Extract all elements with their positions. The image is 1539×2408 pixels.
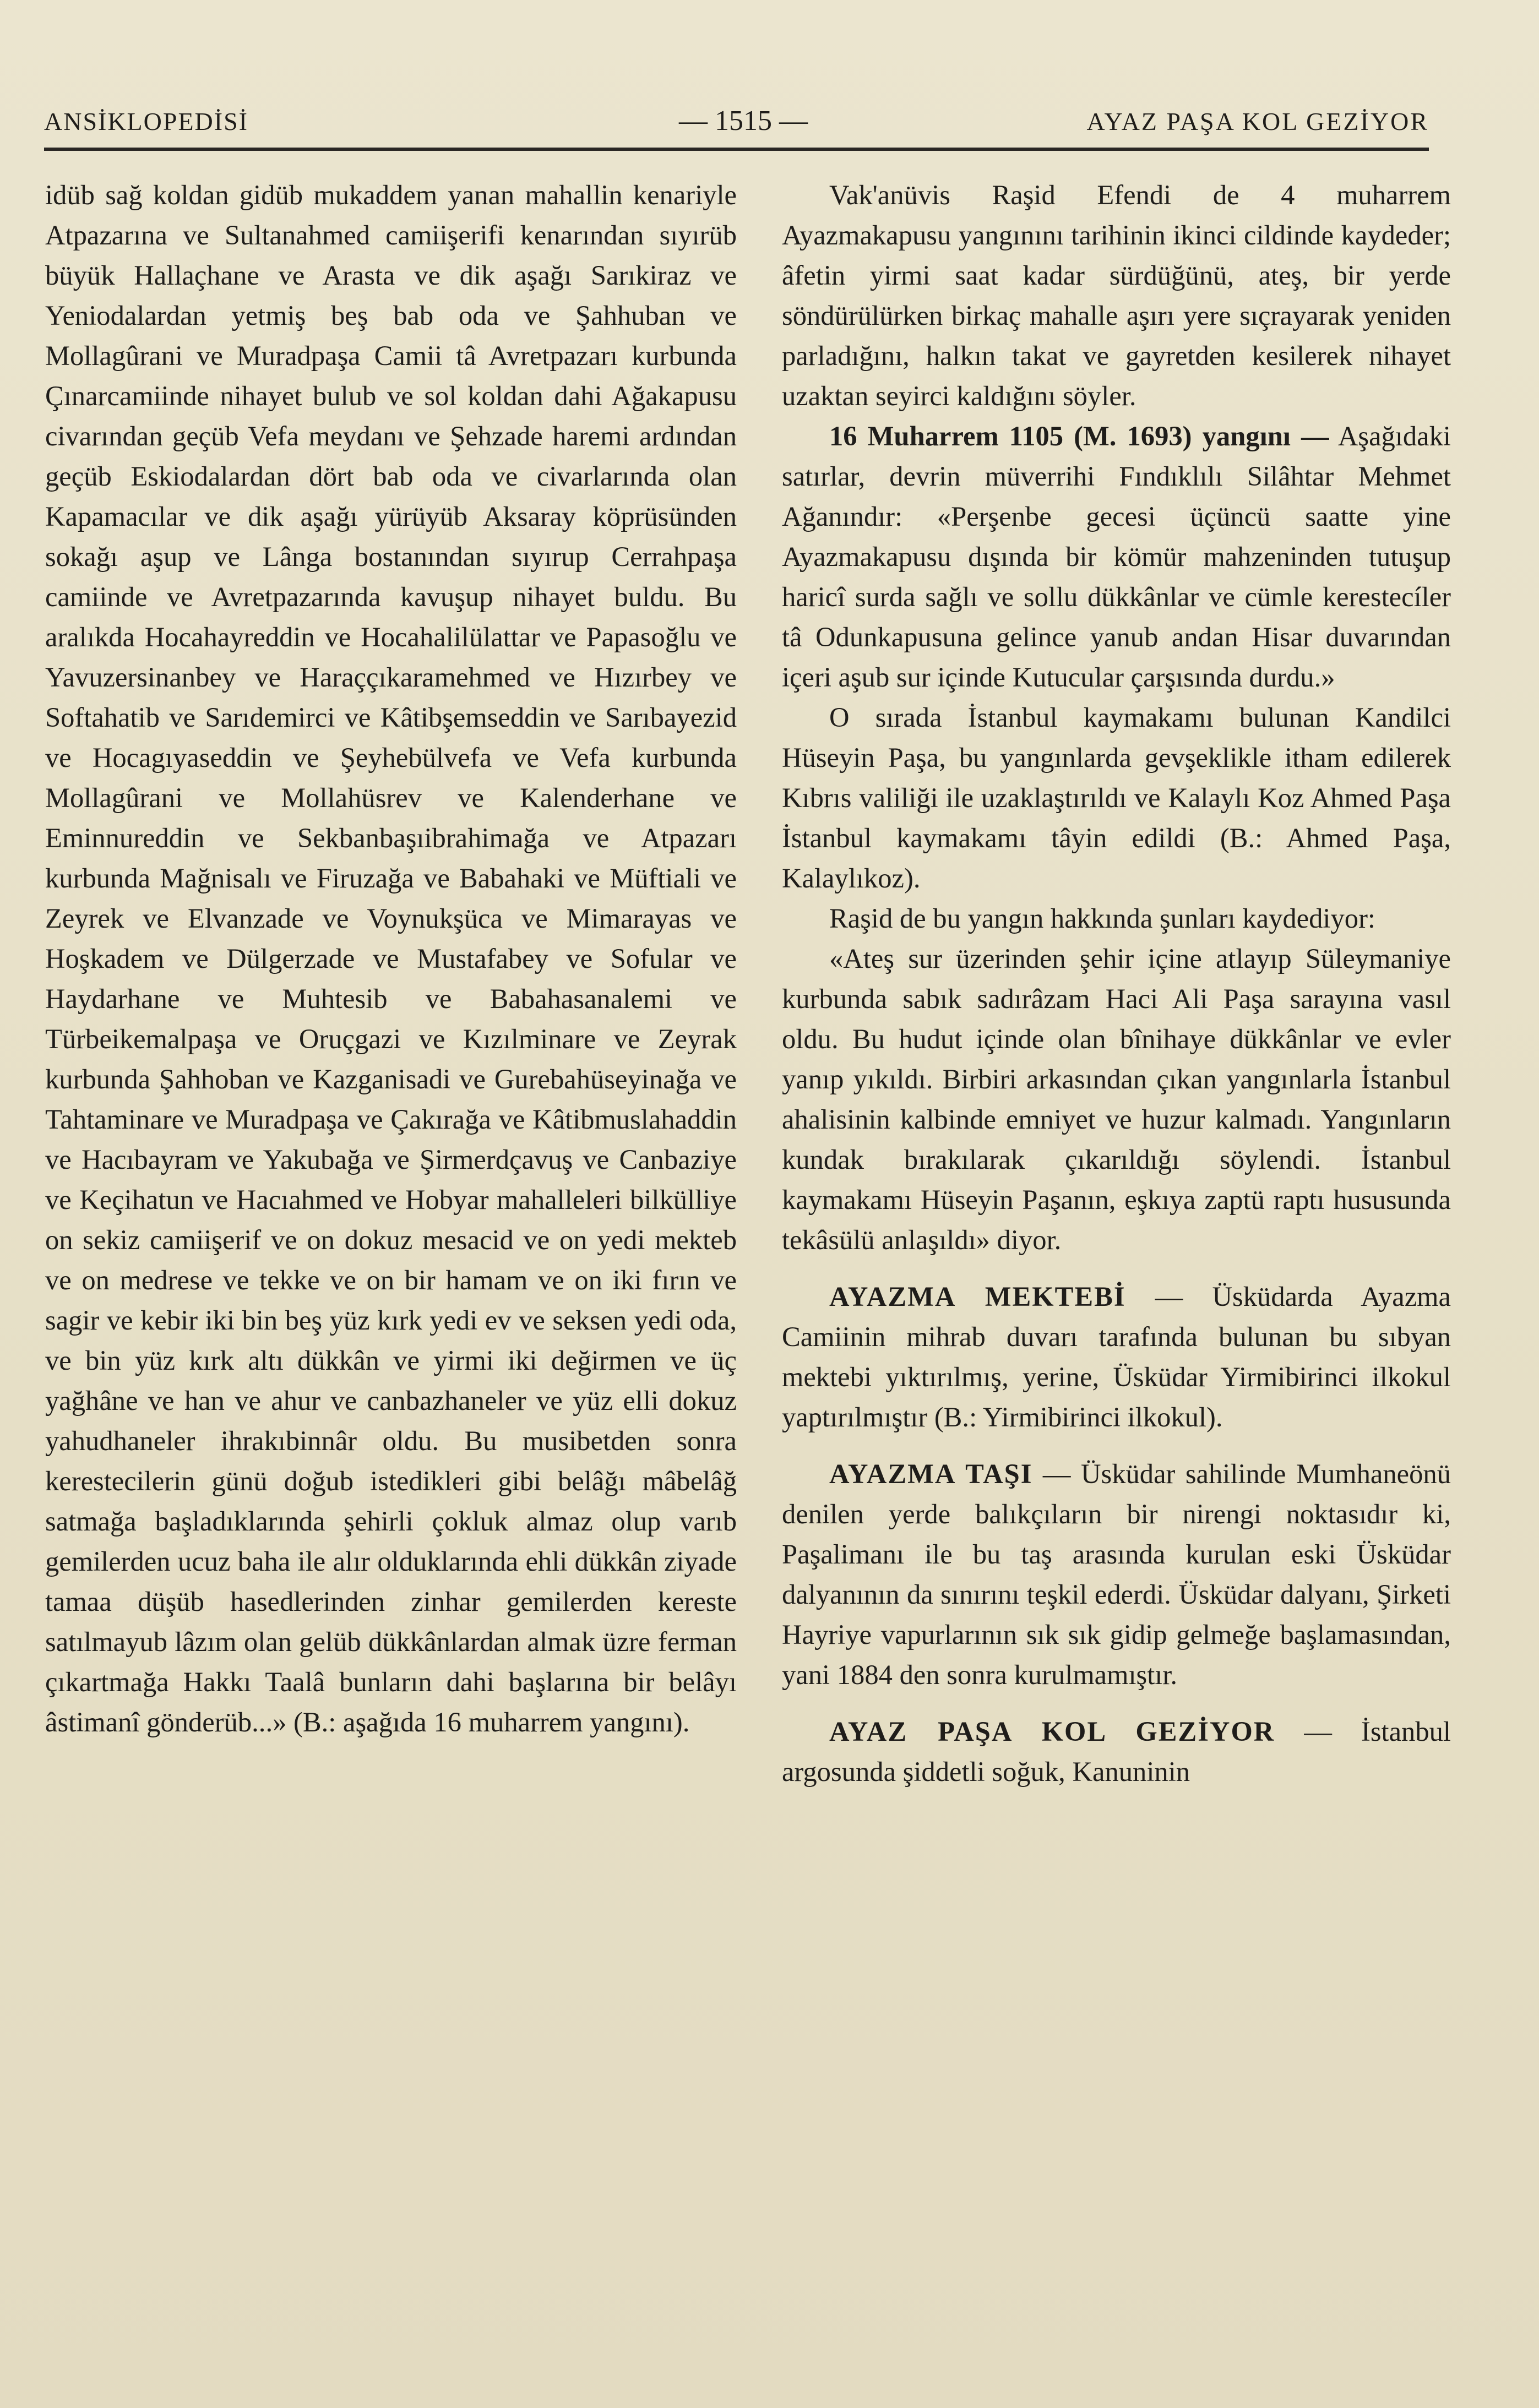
section-heading-16-muharrem: 16 Muharrem 1105 (M. 1693) yangını — [829,421,1329,451]
right-paragraph-6 [782,1277,1451,1437]
right-paragraph-7-text: — Üsküdar sahilinde Mumhaneönü denilen yerde balıkçıların bir nirengi noktasıdır ki, Paşalimanı ile bu taş arasında kurulan eski Üsküdar dalyanının da sınırını teşkil ederdi. Üsküdar dalyanı, Şirketi Hayriye vapurlarının sık sık gidip gelmeğe başlamasından, yani 1884 den sonra kurulmamıştır. [782,1458,1451,1690]
right-column [782,175,1451,1792]
right-paragraph-5: «Ateş sur üzerinden şehir içine atlayıp Süleymaniye kurbunda sabık sadırâzam Haci Ali Paşa sarayına vasıl oldu. Bu hudut içinde olan bînihaye dükkânlar ve evler yanıp yıkıldı. Birbiri arkasından çıkan yangınlarla İstanbul ahalisinin kalbinde emniyet ve huzur kalmadı. Yangınların kundak bırakılarak çıkarıldığı söylendi. İstanbul kaymakamı Hüseyin Paşanın, eşkıya zaptü raptı hususunda tekâsülü anlaşıldı» diyor. [782,943,1451,1255]
right-paragraph-2 [782,416,1451,698]
page-number: — 1515 — [679,105,808,137]
entry-heading-ayazma-tasi: AYAZMA TAŞI [829,1458,1033,1489]
header-rule [44,148,1429,151]
entry-heading-ayazma-mektebi: AYAZMA MEKTEBİ [829,1281,1126,1312]
left-paragraph-1: idüb sağ koldan gidüb mukaddem yanan mahallin kenariyle Atpazarına ve Sultanahmed camiişerifi kenarından sıyırüb büyük Hallaçhane ve Arasta ve dik aşağı Sarıkiraz ve Yeniodalardan yetmiş beş bab oda ve Şahhuban ve Mollagûrani ve Muradpaşa Camii tâ Avretpazarı kurbunda Çınarcamiinde nihayet bulub ve sol koldan dahi Ağakapusu civarından geçüb Vefa meydanı ve Şehzade haremi ardından geçüb Eskiodalardan dört bab oda ve civarlarında olan Kapamacılar ve dik aşağı yürüyüb Aksaray köprüsünden sokağı aşup ve Lânga bostanından sıyırup Cerrahpaşa camiinde ve Avretpazarında kavuşup nihayet buldu. Bu aralıkda Hocahayreddin ve Hocahalilülattar ve Papasoğlu ve Yavuzersinanbey ve Haraççıkaramehmed ve Hızırbey ve Softahatib ve Sarıdemirci ve Kâtibşemseddin ve Sarıbayezid ve Hocagıyaseddin ve Şeyhebülvefa ve Vefa kurbunda Mollagûrani ve Mollahüsrev ve Kalenderhane ve Eminnureddin ve Sekbanbaşıibrahimağa ve Atpazarı kurbunda Mağnisalı ve Firuzağa ve Babahaki ve Müftiali ve Zeyrek ve Elvanzade ve Voynukşüca ve Mimarayas ve Hoşkadem ve Dülgerzade ve Mustafabey ve Sofular ve Haydarhane ve Muhtesib ve Babahasanalemi ve Türbeikemalpaşa ve Oruçgazi ve Kızılminare ve Zeyrak kurbunda Şahhoban ve Kazganisadi ve Gurebahüseyinağa ve Tahtaminare ve Muradpaşa ve Çakırağa ve Kâtibmuslahaddin ve Hacıbayram ve Yakubağa ve Şirmerdçavuş ve Canbaziye ve Keçihatun ve Hacıahmed ve Hobyar mahalleleri bilkülliye on sekiz camiişerif ve on dokuz mesacid ve on yedi mekteb ve on medrese ve tekke ve on bir hamam ve on iki fırın ve sagir ve kebir iki bin beş yüz kırk yedi ev ve seksen yedi oda, ve bin yüz kırk altı dükkân ve yirmi iki değirmen ve üç yağhâne ve han ve ahur ve canbazhaneler ve yüz elli dokuz yahudhaneler ihrakıbinnâr oldu. Bu musibetden sonra kerestecilerin günü doğub istedikleri gibi belâğı mâbelâğ satmağa başladıklarında şehirli çokluk almaz olup varıb gemilerden ucuz baha ile alır olduklarında ehli dükkân ziyade tamaa düşüb hasedlerinden zinhar gemilerden kereste satılmayub lâzım olan gelüb dükkânlardan almak üzre ferman çıkartmağa Hakkı Taalâ bunların dahi başlarına bir belâyı âstimanî gönderüb...» (B.: aşağıda 16 muharrem yangını). [45,179,737,1737]
right-paragraph-2-text: Aşağıdaki satırlar, devrin müverrihi Fındıklılı Silâhtar Mehmet Ağanındır: «Perşenbe gecesi üçüncü saatte yine Ayazmakapusu dışında bir kömür mahzeninden tutuşup haricî surda sağlı ve sollu dükkânlar ve cümle kerestecíler tâ Odunkapusuna gelince yanub andan Hisar duvarından içeri aşub sur içinde Kutucular çarşısında durdu.» [782,421,1451,693]
right-paragraph-4: Raşid de bu yangın hakkında şunları kaydediyor: [829,903,1375,934]
header-left-title: ANSİKLOPEDİSİ [44,107,248,135]
header-right-title: AYAZ PAŞA KOL GEZİYOR [1086,107,1429,135]
entry-heading-ayaz-pasa-kol-geziyor: AYAZ PAŞA KOL GEZİYOR [829,1716,1275,1747]
right-paragraph-1: Vak'anüvis Raşid Efendi de 4 muharrem Ayazmakapusu yangınını tarihinin ikinci cildinde kaydeder; âfetin yirmi saat kadar sürdüğünü, ateş, bir yerde söndürülürken birkaç mahalle aşırı yere sıçrayarak yeniden parladığını, halkın takat ve gayretden kesilerek nihayet uzaktan seyirci kaldığını söyler. [782,179,1451,411]
right-paragraph-6-text: — Üsküdarda Ayazma Camiinin mihrab duvarı tarafında bulunan bu sıbyan mektebi yıktırılmış, yerine, Üsküdar Yirmibirinci ilkokul yaptırılmıştır (B.: Yirmibirinci ilkokul). [782,1281,1451,1432]
right-paragraph-8 [782,1712,1451,1792]
right-paragraph-8-text: — İstanbul argosunda şiddetli soğuk, Kanuninin [782,1716,1451,1787]
right-paragraph-7 [782,1454,1451,1695]
left-column [45,175,737,1742]
right-paragraph-3: O sırada İstanbul kaymakamı bulunan Kandilci Hüseyin Paşa, bu yangınlarda gevşeklikle itham edilerek Kıbrıs valiliği ile uzaklaştırıldı ve Kalaylı Koz Ahmed Paşa İstanbul kaymakamı tâyin edildi (B.: Ahmed Paşa, Kalaylıkoz). [782,702,1451,894]
page-header [44,99,1429,143]
